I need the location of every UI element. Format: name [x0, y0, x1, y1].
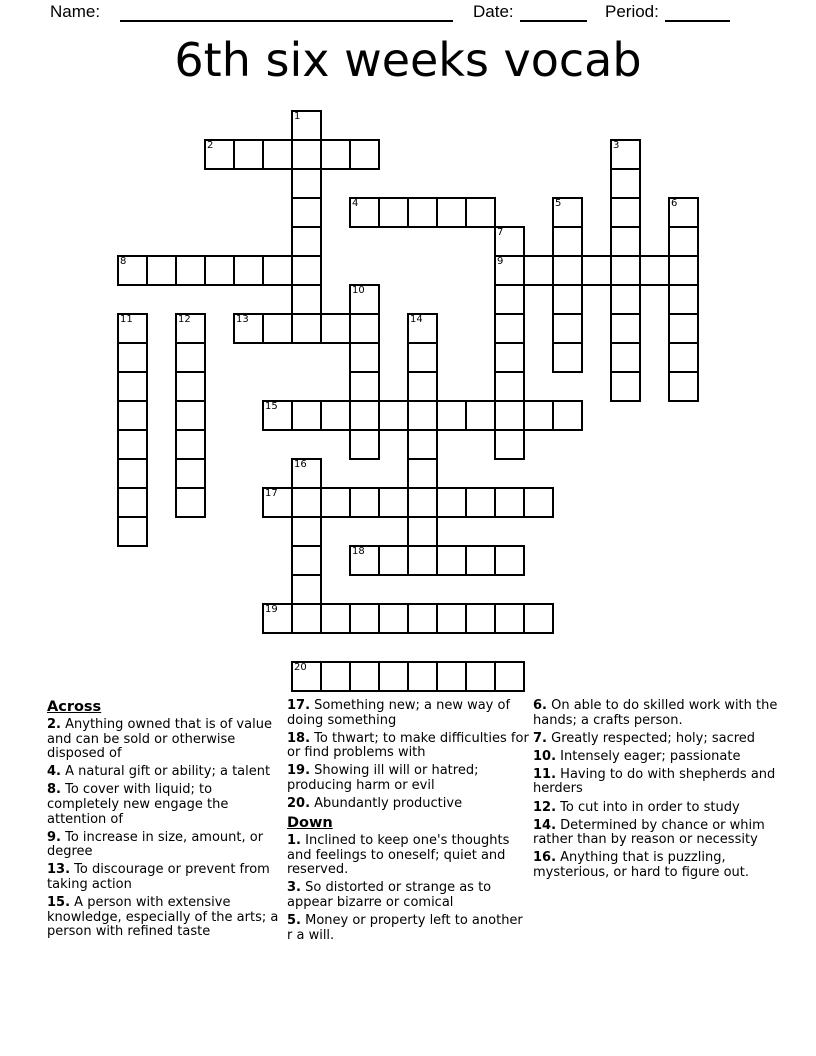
grid-cell[interactable]: [349, 139, 380, 170]
grid-cell[interactable]: [320, 487, 351, 518]
cell-number: 9: [497, 256, 504, 267]
clue-down-16: 16. Anything that is puzzling, mysterious, or hard to figure out.: [533, 850, 750, 880]
grid-cell[interactable]: [291, 197, 322, 228]
grid-cell[interactable]: [175, 400, 206, 431]
clue-down-14: 14. Determined by chance or whim rather than by reason or necessity: [533, 817, 765, 848]
grid-cell[interactable]: [494, 545, 525, 576]
cell-number: 18: [352, 546, 365, 557]
clue-down-6: 6. On able to do skilled work with the hands; a crafts person.: [533, 698, 778, 728]
grid-cell[interactable]: [668, 255, 699, 286]
grid-cell[interactable]: [639, 255, 670, 286]
grid-cell[interactable]: [117, 429, 148, 460]
grid-cell[interactable]: [291, 255, 322, 286]
grid-cell[interactable]: [465, 661, 496, 692]
clue-number: 10.: [533, 748, 557, 764]
grid-cell[interactable]: [233, 313, 264, 344]
grid-cell[interactable]: [436, 400, 467, 431]
clue-number: 13.: [47, 862, 71, 878]
grid-cell[interactable]: [320, 400, 351, 431]
grid-cell[interactable]: [117, 342, 148, 373]
grid-cell[interactable]: [407, 603, 438, 634]
grid-cell[interactable]: [349, 197, 380, 228]
cell-number: 11: [120, 314, 133, 325]
grid-cell[interactable]: [175, 487, 206, 518]
cell-number: 20: [294, 662, 307, 673]
crossword-grid: [117, 110, 702, 695]
grid-cell[interactable]: [436, 545, 467, 576]
grid-cell[interactable]: [668, 313, 699, 344]
grid-cell[interactable]: [175, 342, 206, 373]
clue-number: 4.: [47, 764, 61, 780]
clue-down-3: 3. So distorted or strange as to appear bizarre or comical: [287, 880, 492, 911]
grid-cell[interactable]: [378, 197, 409, 228]
grid-cell[interactable]: [349, 603, 380, 634]
grid-cell[interactable]: [610, 342, 641, 373]
grid-cell[interactable]: [262, 139, 293, 170]
grid-cell[interactable]: [610, 255, 641, 286]
grid-cell[interactable]: [668, 226, 699, 257]
page-title: 6th six weeks vocab: [174, 33, 642, 87]
clue-number: 11.: [533, 766, 557, 782]
grid-cell[interactable]: [436, 661, 467, 692]
grid-cell[interactable]: [262, 255, 293, 286]
grid-cell[interactable]: [523, 487, 554, 518]
grid-cell[interactable]: [349, 429, 380, 460]
grid-cell[interactable]: [291, 458, 322, 489]
grid-cell[interactable]: [175, 255, 206, 286]
clue-down-7: 7. Greatly respected; holy; sacred: [533, 730, 756, 746]
grid-cell[interactable]: [291, 400, 322, 431]
grid-cell[interactable]: [465, 603, 496, 634]
grid-cell[interactable]: [465, 545, 496, 576]
clue-across-20: 20. Abundantly productive: [287, 796, 463, 812]
clue-down-1: 1. Inclined to keep one's thoughts and feelings to oneself; quiet and reserved.: [287, 833, 510, 878]
grid-cell[interactable]: [465, 487, 496, 518]
grid-cell[interactable]: [523, 603, 554, 634]
clue-number: 14.: [533, 817, 557, 833]
grid-cell[interactable]: [610, 371, 641, 402]
grid-cell[interactable]: [494, 487, 525, 518]
clue-number: 18.: [287, 730, 311, 746]
grid-cell[interactable]: [436, 487, 467, 518]
grid-cell[interactable]: [523, 400, 554, 431]
grid-cell[interactable]: [610, 284, 641, 315]
cell-number: 15: [265, 401, 278, 412]
name-label: Name:: [50, 2, 101, 21]
grid-cell[interactable]: [117, 458, 148, 489]
grid-cell[interactable]: [552, 400, 583, 431]
grid-cell[interactable]: [407, 458, 438, 489]
down-heading: Down: [287, 815, 333, 832]
grid-cell[interactable]: [233, 139, 264, 170]
grid-cell[interactable]: [407, 197, 438, 228]
grid-cell[interactable]: [436, 197, 467, 228]
grid-cell[interactable]: [291, 139, 322, 170]
grid-cell[interactable]: [175, 429, 206, 460]
cell-number: 17: [265, 488, 278, 499]
grid-cell[interactable]: [349, 400, 380, 431]
grid-cell[interactable]: [262, 400, 293, 431]
clue-number: 17.: [287, 698, 311, 713]
clue-number: 2.: [47, 717, 61, 732]
across-heading: Across: [47, 699, 102, 715]
clue-number: 19.: [287, 763, 311, 779]
grid-cell[interactable]: [581, 255, 612, 286]
grid-cell[interactable]: [494, 371, 525, 402]
grid-cell[interactable]: [320, 661, 351, 692]
clue-number: 9.: [47, 829, 61, 845]
grid-cell[interactable]: [291, 545, 322, 576]
grid-cell[interactable]: [291, 110, 322, 141]
grid-cell[interactable]: [175, 313, 206, 344]
grid-cell[interactable]: [349, 284, 380, 315]
grid-cell[interactable]: [291, 661, 322, 692]
grid-cell[interactable]: [494, 603, 525, 634]
grid-cell[interactable]: [668, 197, 699, 228]
grid-cell[interactable]: [349, 545, 380, 576]
clue-across-8: 8. To cover with liquid; to completely new engage the attention of: [47, 782, 229, 827]
name-blank-line: [120, 2, 453, 22]
grid-cell[interactable]: [262, 487, 293, 518]
grid-cell[interactable]: [552, 226, 583, 257]
grid-cell[interactable]: [407, 371, 438, 402]
grid-cell[interactable]: [291, 168, 322, 199]
clue-across-13: 13. To discourage or prevent from taking action: [47, 862, 270, 892]
grid-cell[interactable]: [146, 255, 177, 286]
grid-cell[interactable]: [610, 168, 641, 199]
grid-cell[interactable]: [320, 603, 351, 634]
cell-number: 16: [294, 459, 307, 470]
grid-cell[interactable]: [117, 516, 148, 547]
grid-cell[interactable]: [349, 487, 380, 518]
grid-cell[interactable]: [494, 313, 525, 344]
grid-cell[interactable]: [349, 342, 380, 373]
grid-cell[interactable]: [291, 603, 322, 634]
grid-cell[interactable]: [262, 603, 293, 634]
clues-column-1: [47, 699, 284, 943]
clue-across-19: 19. Showing ill will or hatred; producing harm or evil: [287, 763, 479, 793]
clue-down-5: 5. Money or property left to another r a will.: [287, 913, 523, 943]
cell-number: 14: [410, 314, 423, 325]
cell-number: 5: [555, 198, 562, 209]
grid-cell[interactable]: [320, 139, 351, 170]
clue-number: 6.: [533, 698, 547, 713]
period-blank-line: [665, 2, 730, 22]
date-label: Date:: [473, 2, 514, 21]
grid-cell[interactable]: [552, 284, 583, 315]
period-label: Period:: [605, 2, 659, 21]
grid-cell[interactable]: [494, 400, 525, 431]
grid-cell[interactable]: [117, 400, 148, 431]
grid-cell[interactable]: [117, 255, 148, 286]
cell-number: 6: [671, 198, 678, 209]
grid-cell[interactable]: [610, 139, 641, 170]
clues-column-2: [287, 699, 530, 947]
grid-cell[interactable]: [204, 255, 235, 286]
grid-cell[interactable]: [291, 516, 322, 547]
grid-cell[interactable]: [407, 400, 438, 431]
clue-down-12: 12. To cut into in order to study: [533, 799, 740, 815]
grid-cell[interactable]: [494, 255, 525, 286]
grid-cell[interactable]: [494, 661, 525, 692]
clue-number: 20.: [287, 796, 311, 812]
grid-cell[interactable]: [494, 226, 525, 257]
grid-cell[interactable]: [349, 371, 380, 402]
clue-across-9: 9. To increase in size, amount, or degree: [47, 829, 264, 860]
grid-cell[interactable]: [233, 255, 264, 286]
grid-cell[interactable]: [552, 197, 583, 228]
clue-across-2: 2. Anything owned that is of value and can be sold or otherwise disposed of: [47, 717, 272, 762]
grid-cell[interactable]: [117, 371, 148, 402]
grid-cell[interactable]: [378, 603, 409, 634]
grid-cell[interactable]: [610, 313, 641, 344]
cell-number: 19: [265, 604, 278, 615]
grid-cell[interactable]: [204, 139, 235, 170]
clue-number: 5.: [287, 913, 301, 929]
grid-cell[interactable]: [494, 342, 525, 373]
clue-number: 15.: [47, 895, 71, 911]
clue-across-18: 18. To thwart; to make difficulties for or find problems with: [287, 730, 529, 761]
cell-number: 2: [207, 140, 214, 151]
grid-cell[interactable]: [523, 255, 554, 286]
grid-cell[interactable]: [291, 313, 322, 344]
cell-number: 3: [613, 140, 620, 151]
grid-cell[interactable]: [610, 226, 641, 257]
clues-column-3: [533, 699, 785, 884]
grid-cell[interactable]: [494, 284, 525, 315]
cell-number: 4: [352, 198, 359, 209]
grid-cell[interactable]: [407, 429, 438, 460]
grid-cell[interactable]: [552, 313, 583, 344]
grid-cell[interactable]: [291, 487, 322, 518]
clue-number: 12.: [533, 799, 557, 815]
grid-cell[interactable]: [262, 313, 293, 344]
grid-cell[interactable]: [465, 400, 496, 431]
clue-number: 8.: [47, 782, 61, 798]
clue-down-10: 10. Intensely eager; passionate: [533, 748, 741, 764]
grid-cell[interactable]: [175, 371, 206, 402]
grid-cell[interactable]: [407, 313, 438, 344]
clue-across-17: 17. Something new; a new way of doing something: [287, 698, 511, 728]
grid-cell[interactable]: [378, 400, 409, 431]
clue-across-4: 4. A natural gift or ability; a talent: [47, 764, 271, 780]
grid-cell[interactable]: [552, 255, 583, 286]
clue-number: 16.: [533, 850, 557, 866]
grid-cell[interactable]: [407, 516, 438, 547]
grid-cell[interactable]: [291, 284, 322, 315]
grid-cell[interactable]: [552, 342, 583, 373]
grid-cell[interactable]: [668, 342, 699, 373]
grid-cell[interactable]: [436, 603, 467, 634]
grid-cell[interactable]: [378, 661, 409, 692]
grid-cell[interactable]: [407, 487, 438, 518]
grid-cell[interactable]: [291, 226, 322, 257]
cell-number: 8: [120, 256, 127, 267]
cell-number: 12: [178, 314, 191, 325]
grid-cell[interactable]: [465, 197, 496, 228]
grid-cell[interactable]: [117, 313, 148, 344]
cell-number: 10: [352, 285, 365, 296]
grid-cell[interactable]: [494, 429, 525, 460]
clue-number: 7.: [533, 730, 547, 746]
clue-down-11: 11. Having to do with shepherds and herders: [533, 766, 776, 797]
grid-cell[interactable]: [378, 545, 409, 576]
grid-cell[interactable]: [291, 574, 322, 605]
grid-cell[interactable]: [668, 371, 699, 402]
grid-cell[interactable]: [349, 661, 380, 692]
grid-cell[interactable]: [117, 487, 148, 518]
grid-cell[interactable]: [610, 197, 641, 228]
grid-cell[interactable]: [349, 313, 380, 344]
grid-cell[interactable]: [175, 458, 206, 489]
grid-cell[interactable]: [407, 545, 438, 576]
grid-cell[interactable]: [378, 487, 409, 518]
cell-number: 7: [497, 227, 504, 238]
grid-cell[interactable]: [320, 313, 351, 344]
clue-number: 3.: [287, 880, 301, 896]
clue-number: 1.: [287, 833, 301, 849]
clue-across-15: 15. A person with extensive knowledge, especially of the arts; a person with refined taste: [47, 895, 279, 940]
grid-cell[interactable]: [407, 342, 438, 373]
cell-number: 13: [236, 314, 249, 325]
date-blank-line: [520, 2, 587, 22]
cell-number: 1: [294, 111, 301, 122]
grid-cell[interactable]: [407, 661, 438, 692]
grid-cell[interactable]: [668, 284, 699, 315]
